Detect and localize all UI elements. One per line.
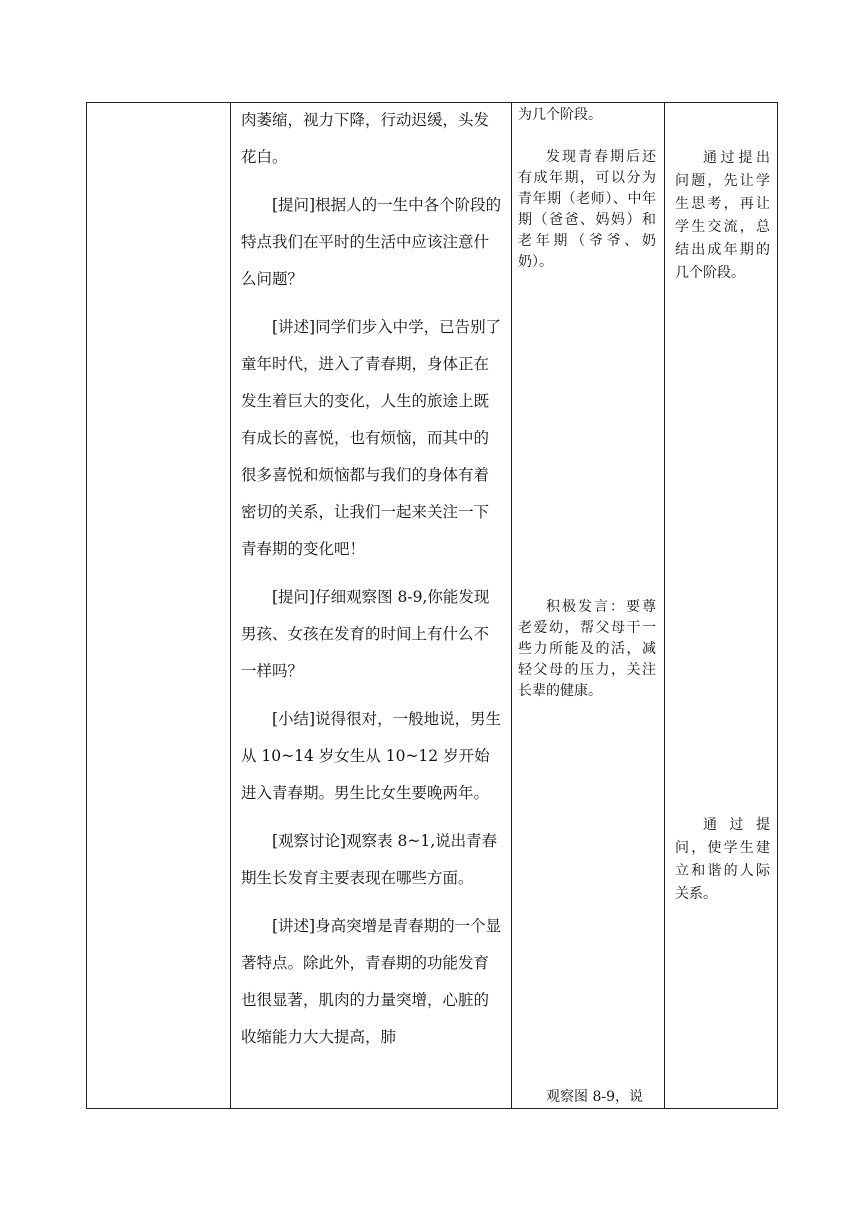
- design-intent-cell: [665, 103, 778, 1109]
- teacher-paragraph: [观察讨论]观察表 8~1,说出青春期生长发育主要表现在哪些方面。: [241, 832, 498, 887]
- teacher-paragraph: [讲述]身高突增是青春期的一个显著特点。除此外，青春期的功能发育也很显著，肌肉的力量突增，心脏的收缩能力大大提高，肺: [241, 917, 502, 1046]
- intent-paragraph: 通过提出问题，先让学生思考，再让学生交流，总结出成年期的几个阶段。: [675, 150, 770, 281]
- intent-paragraph: 通过提问，使学生建立和谐的人际关系。: [675, 817, 770, 902]
- student-paragraph: 观察图 8-9，说: [546, 1089, 643, 1105]
- lesson-plan-table: [86, 102, 778, 1109]
- student-paragraph: 为几个阶段。: [518, 107, 602, 123]
- teacher-paragraph: [提问]仔细观察图 8-9,你能发现男孩、女孩在发育的时间上有什么不一样吗？: [241, 588, 490, 680]
- table-row: [87, 103, 778, 1109]
- teacher-paragraph: [提问]根据人的一生中各个阶段的特点我们在平时的生活中应该注意什么问题？: [241, 196, 502, 288]
- student-paragraph: 积极发言：要尊老爱幼，帮父母干一些力所能及的活，减轻父母的压力，关注长辈的健康。: [518, 599, 656, 699]
- student-paragraph: 发现青春期后还有成年期，可以分为青年期（老师）、中年期（爸爸、妈妈）和老年期（爷爷、奶奶）。: [518, 149, 656, 270]
- teacher-activity-cell: [231, 103, 512, 1109]
- teacher-paragraph: [讲述]同学们步入中学，已告别了童年时代，进入了青春期，身体正在发生着巨大的变化，人生的旅途上既有成长的喜悦，也有烦恼，而其中的很多喜悦和烦恼都与我们的身体有着密切的关系，让我们一起来关注一下青春期的变化吧！: [241, 318, 502, 558]
- teacher-paragraph: [小结]说得很对，一般地说，男生从 10~14 岁女生从 10~12 岁开始进入青春期。男生比女生要晚两年。: [241, 710, 502, 802]
- student-activity-cell: [512, 103, 665, 1109]
- teacher-paragraph: 肉萎缩，视力下降，行动迟缓，头发花白。: [241, 111, 490, 166]
- empty-column-cell: [87, 103, 231, 1109]
